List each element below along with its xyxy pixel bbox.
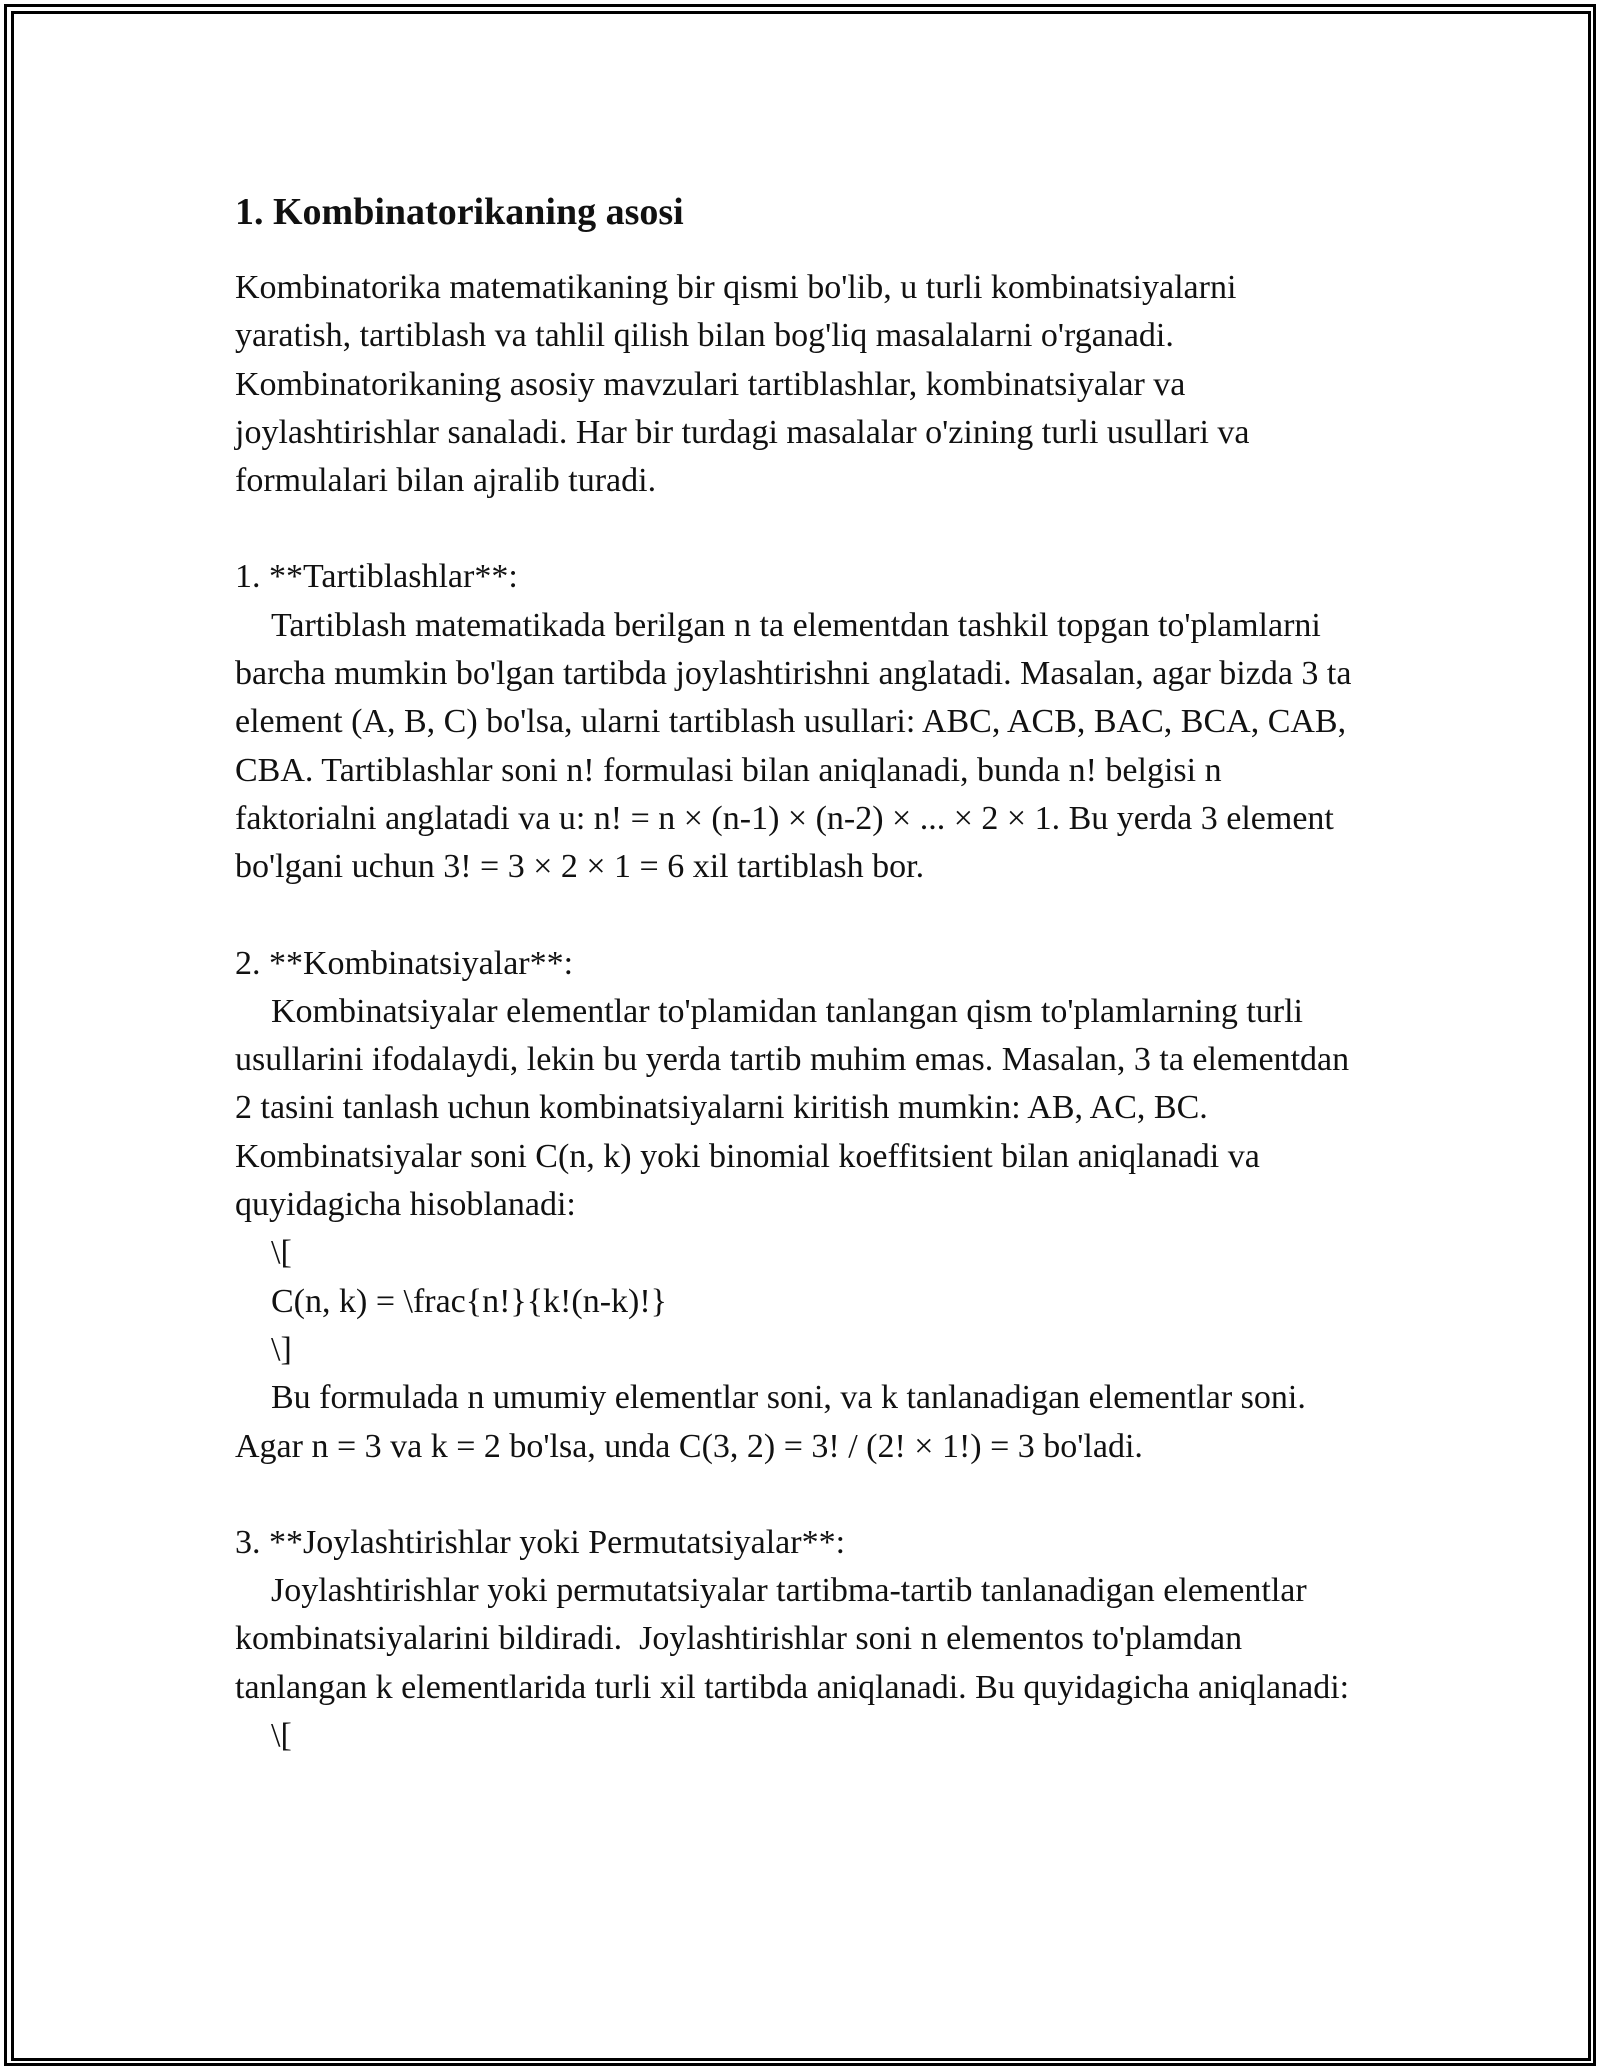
section-joylashtirishlar (235, 1519, 1355, 1760)
section-body: Tartiblash matematikada berilgan n ta elementdan tashkil topgan to'plamlarni barcha mumkin bo'lgan tartibda joylashtirishni anglatadi. Masalan, agar bizda 3 ta element (A, B, C) bo'lsa, ularni tartiblash usullari: ABC, ACB, BAC, BCA, CAB, CBA. Tartiblashlar soni n! formulasi bilan aniqlanadi, bunda n! belgisi n faktorialni anglatadi va u: n! = n × (n-1) × (n-2) × ... × 2 × 1. Bu yerda 3 element bo'lgani uchun 3! = 3 × 2 × 1 = 6 xil tartiblash bor. (235, 606, 1360, 886)
spacer (235, 892, 1355, 940)
formula-close: \] (271, 1330, 292, 1368)
formula: C(n, k) = \frac{n!}{k!(n-k)!} (271, 1282, 667, 1320)
document-body (235, 186, 1360, 1760)
section-heading: 3. **Joylashtirishlar yoki Permutatsiyalar**: (235, 1523, 846, 1561)
spacer (235, 505, 1355, 553)
section-heading: 1. **Tartiblashlar**: (235, 558, 518, 596)
intro-paragraph: Kombinatorika matematikaning bir qismi bo'lib, u turli kombinatsiyalarni yaratish, tartiblash va tahlil qilish bilan bog'liq masalalarni o'rganadi. Kombinatorikaning asosiy mavzulari tartiblashlar, kombinatsiyalar va joylashtirishlar sanaladi. Har bir turdagi masalalar o'zining turli usullari va formulalari bilan ajralib turadi. (235, 269, 1259, 500)
section-heading: 2. **Kombinatsiyalar**: (235, 944, 574, 982)
section-body: Kombinatsiyalar elementlar to'plamidan tanlangan qism to'plamlarning turli usullarini ifodalaydi, lekin bu yerda tartib muhim emas. Masalan, 3 ta elementdan 2 tasini tanlash uchun kombinatsiyalarni kiritish mumkin: AB, AC, BC. Kombinatsiyalar soni C(n, k) yoki binomial koeffitsient bilan aniqlanadi va quyidagicha hisoblanadi: (235, 992, 1358, 1224)
section-tartiblashlar (235, 553, 1360, 891)
document-title: 1. Kombinatorikaning asosi (235, 191, 684, 233)
section-kombinatsiyalar (235, 940, 1358, 1471)
formula-open: \[ (271, 1234, 292, 1272)
section-body: Joylashtirishlar yoki permutatsiyalar tartibma-tartib tanlanadigan elementlar kombinatsiyalarini bildiradi. Joylashtirishlar soni n elementos to'plamdan tanlangan k elementlarida turli xil tartibda aniqlanadi. Bu quyidagicha aniqlanadi: (235, 1572, 1350, 1706)
formula-open: \[ (271, 1717, 292, 1755)
section-explanation: Bu formulada n umumiy elementlar soni, va k tanlanadigan elementlar soni. Agar n = 3 va k = 2 bo'lsa, unda C(3, 2) = 3! / (2! × 1!) = 3 bo'ladi. (235, 1379, 1313, 1465)
spacer (235, 1471, 1355, 1519)
